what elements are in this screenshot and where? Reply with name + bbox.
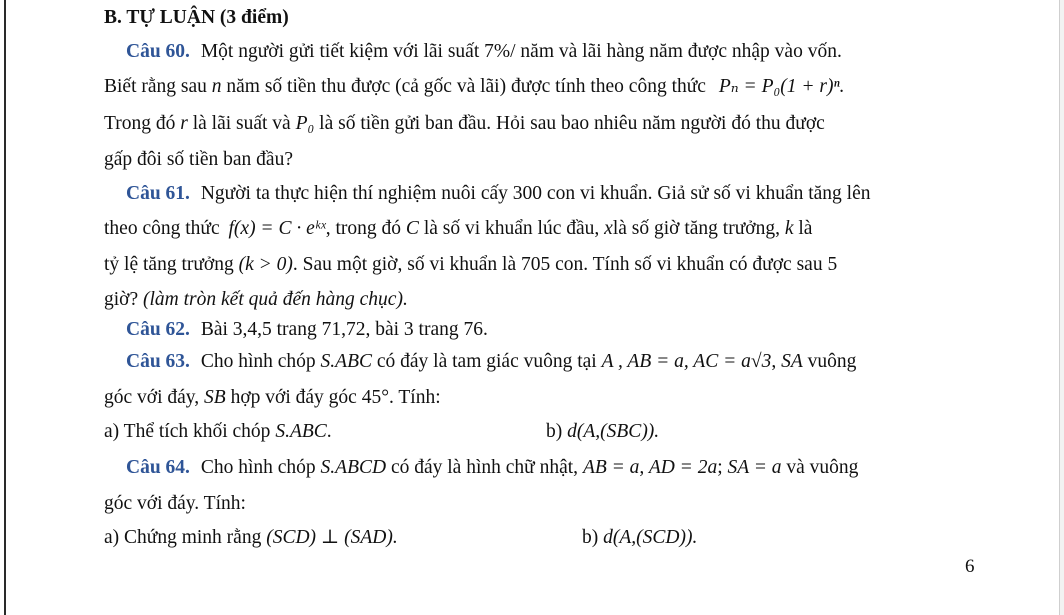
q60-text1: Một người gửi tiết kiệm với lãi suất 7%/ năm và lãi hàng năm được nhập vào vốn. xyxy=(200,41,842,62)
q61-text2d: là số vi khuẩn lúc đầu, xyxy=(423,218,600,239)
section-title: B. TỰ LUẬN (3 điểm) xyxy=(104,7,289,28)
page-left-border xyxy=(4,0,6,615)
q60-text2a: Biết rằng sau xyxy=(104,76,207,97)
q61-line4 xyxy=(104,288,408,312)
q63-part-a-math: S.ABC xyxy=(275,421,327,442)
q64-text1b: có đáy là hình chữ nhật, xyxy=(390,457,579,478)
page-number: 6 xyxy=(965,556,975,577)
q63-pyramid: S.ABC xyxy=(320,351,372,372)
q62-text1: Bài 3,4,5 trang 71,72, bài 3 trang 76. xyxy=(200,319,488,340)
q61-text2b: , trong đó xyxy=(325,218,402,239)
q64-part-a-math: (SCD) ⊥ (SAD). xyxy=(266,527,398,548)
q64-part-a xyxy=(104,526,398,550)
q63-part-a xyxy=(104,420,332,444)
q64-math1: AB = a, AD = 2a xyxy=(582,457,718,478)
q63-text2a: góc với đáy, xyxy=(104,387,200,408)
q61-var-x: x xyxy=(604,218,613,239)
q61-var-c: C xyxy=(405,218,419,239)
q63-sa: SA xyxy=(781,351,803,372)
q63-line2 xyxy=(104,386,441,410)
q64-text1a: Cho hình chóp xyxy=(200,457,316,478)
q60-text3a: Trong đó xyxy=(104,113,176,134)
q61-condition: (k > 0) xyxy=(238,254,293,275)
q63-part-b-math: d(A,(SBC)). xyxy=(567,421,660,442)
q61-text2f: là xyxy=(798,218,813,239)
q61-text4b: (làm tròn kết quả đến hàng chục). xyxy=(143,289,408,310)
q61-text3a: tỷ lệ tăng trưởng xyxy=(104,254,234,275)
q63-comma: , xyxy=(771,351,777,372)
q63-label: Câu 63. xyxy=(126,351,190,372)
q63-text1a: Cho hình chóp xyxy=(200,351,316,372)
q61-var-k: k xyxy=(784,218,794,239)
q63-angle: 45° xyxy=(361,387,389,408)
q62-line1 xyxy=(126,318,488,342)
q61-text1: Người ta thực hiện thí nghiệm nuôi cấy 300 con vi khuẩn. Giả sử số vi khuẩn tăng lên xyxy=(200,183,871,204)
q61-line3 xyxy=(104,253,837,277)
q64-pyramid: S.ABCD xyxy=(320,457,387,478)
q61-text4a: giờ? xyxy=(104,289,139,310)
q63-part-a-end: . xyxy=(326,421,332,442)
q60-line2 xyxy=(104,75,845,99)
q60-var-n: n xyxy=(211,76,222,97)
q60-var-p0: P₀ xyxy=(295,113,315,134)
q63-text1e: vuông xyxy=(807,351,857,372)
q64-label: Câu 64. xyxy=(126,457,190,478)
q63-text2b: hợp với đáy góc xyxy=(230,387,357,408)
q60-var-r: r xyxy=(180,113,188,134)
q64-part-b-label: b) xyxy=(582,527,599,548)
q64-line1 xyxy=(126,456,858,480)
q60-text3b: là lãi suất và xyxy=(192,113,291,134)
q64-line2: góc với đáy. Tính: xyxy=(104,493,246,514)
q64-part-b xyxy=(582,526,697,550)
page-right-edge xyxy=(1059,0,1064,615)
q61-line2 xyxy=(104,217,812,241)
q64-part-b-math: d(A,(SCD)). xyxy=(603,527,698,548)
q63-part-b-label: b) xyxy=(546,421,563,442)
q64-sa: SA = a xyxy=(727,457,782,478)
q64-part-a-text: a) Chứng minh rằng xyxy=(104,527,262,548)
q63-math1: A , AB = a, AC = a√3 xyxy=(601,351,772,372)
q61-text3b: . Sau một giờ, số vi khuẩn là 705 con. Tính số vi khuẩn có được sau 5 xyxy=(292,254,838,275)
q63-sb: SB xyxy=(204,387,226,408)
q60-text2b: năm số tiền thu được (cả gốc và lãi) được tính theo công thức xyxy=(226,76,706,97)
q63-part-b xyxy=(546,420,659,444)
q63-line1 xyxy=(126,350,856,374)
q60-formula: Pₙ = P₀(1 + r)ⁿ. xyxy=(718,76,845,97)
q62-label: Câu 62. xyxy=(126,319,190,340)
q64-semicolon: ; xyxy=(717,457,723,478)
q61-formula: f(x) = C · eᵏˣ xyxy=(228,218,326,239)
q60-text3c: là số tiền gửi ban đầu. Hỏi sau bao nhiêu năm người đó thu được xyxy=(319,113,825,134)
q63-text2c: . Tính: xyxy=(389,387,441,408)
q61-text2a: theo công thức xyxy=(104,218,220,239)
q60-line1 xyxy=(126,40,842,64)
q61-label: Câu 61. xyxy=(126,183,190,204)
q63-part-a-text: a) Thể tích khối chóp xyxy=(104,421,271,442)
q60-label: Câu 60. xyxy=(126,41,190,62)
q60-line4: gấp đôi số tiền ban đầu? xyxy=(104,149,293,170)
q60-line3 xyxy=(104,112,825,136)
q61-text2e: là số giờ tăng trưởng, xyxy=(612,218,780,239)
q63-text1b: có đáy là tam giác vuông tại xyxy=(376,351,597,372)
q61-line1 xyxy=(126,182,871,206)
q64-text1f: và vuông xyxy=(786,457,859,478)
